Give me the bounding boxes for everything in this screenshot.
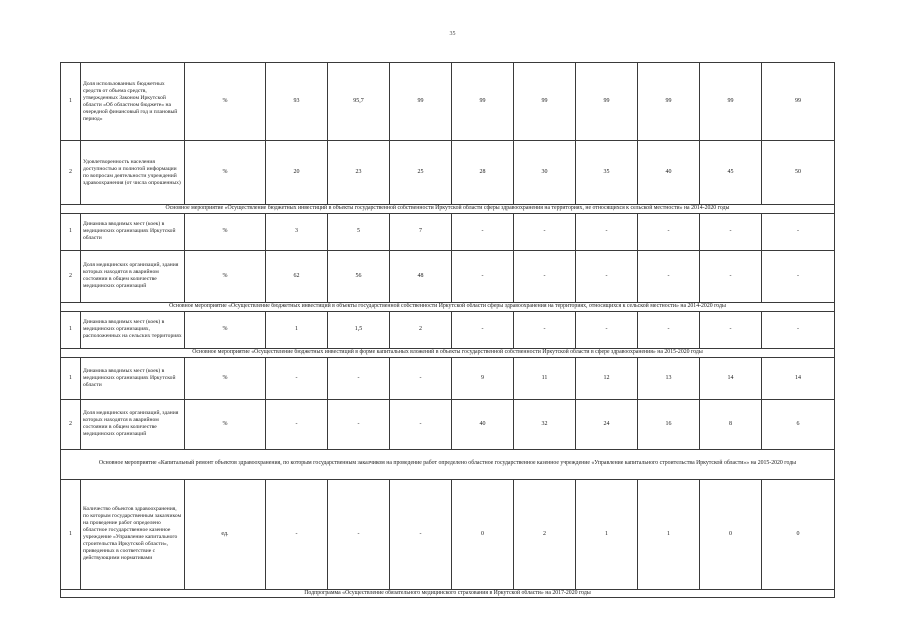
value-cell: -: [576, 311, 638, 348]
section-header-row: [61, 348, 835, 357]
value-cell: 99: [576, 63, 638, 141]
value-cell: 28: [452, 141, 514, 205]
unit-cell: %: [185, 213, 266, 250]
value-cell: 7: [390, 213, 452, 250]
value-cell: -: [762, 311, 835, 348]
value-cell: -: [328, 399, 390, 449]
section-header-row: [61, 205, 835, 214]
indicator-name: Доля использованных бюджетных средств от объема средств, утвержденных Законом Иркутской области «Об областном бюджете» на очередной финансовый год и плановый период»: [81, 63, 185, 141]
section-title: Подпрограмма «Осуществление обязательного медицинского страхования в Иркутской области» на 2017-2020 годы: [61, 589, 835, 598]
indicator-name: Динамика вводимых мест (коек) в медицинских организациях Иркутской области: [81, 357, 185, 399]
row-number: 1: [61, 63, 81, 141]
value-cell: 30: [514, 141, 576, 205]
section-title: Основное мероприятие «Осуществление бюджетных инвестиций в объекты государственной собственности Иркутской области сферы здравоохранения на территориях, не относящихся к сельской местности» на 2014-2020 годы: [61, 205, 835, 214]
value-cell: 99: [514, 63, 576, 141]
value-cell: 1,5: [328, 311, 390, 348]
row-number: 1: [61, 479, 81, 589]
value-cell: -: [762, 213, 835, 250]
value-cell: 24: [576, 399, 638, 449]
value-cell: 13: [638, 357, 700, 399]
value-cell: 0: [700, 479, 762, 589]
value-cell: 48: [390, 250, 452, 302]
value-cell: -: [328, 357, 390, 399]
row-number: 2: [61, 250, 81, 302]
section-header-row: [61, 449, 835, 479]
value-cell: -: [266, 399, 328, 449]
row-number: 1: [61, 213, 81, 250]
value-cell: -: [576, 250, 638, 302]
value-cell: 1: [266, 311, 328, 348]
section-header-row: [61, 589, 835, 598]
row-number: 2: [61, 399, 81, 449]
value-cell: 12: [576, 357, 638, 399]
value-cell: 99: [390, 63, 452, 141]
value-cell: 23: [328, 141, 390, 205]
value-cell: -: [700, 213, 762, 250]
indicator-name: Удовлетворенность населения доступностью и полнотой информации по вопросам деятельности учреждений здравоохранения (от числа опрошенных): [81, 141, 185, 205]
value-cell: 99: [452, 63, 514, 141]
value-cell: 40: [638, 141, 700, 205]
table-row: [61, 63, 835, 141]
table-row: [61, 479, 835, 589]
indicator-name: Доля медицинских организаций, здания которых находятся в аварийном состоянии в общем количестве медицинских организаций: [81, 399, 185, 449]
value-cell: -: [390, 357, 452, 399]
table-row: [61, 250, 835, 302]
value-cell: -: [638, 213, 700, 250]
table-row: [61, 357, 835, 399]
unit-cell: %: [185, 399, 266, 449]
indicator-name: Динамика вводимых мест (коек) в медицинских организациях, расположенных на сельских территориях: [81, 311, 185, 348]
value-cell: 6: [762, 399, 835, 449]
value-cell: -: [638, 250, 700, 302]
row-number: 2: [61, 141, 81, 205]
value-cell: -: [390, 399, 452, 449]
value-cell: 20: [266, 141, 328, 205]
value-cell: 32: [514, 399, 576, 449]
unit-cell: ед.: [185, 479, 266, 589]
value-cell: 2: [514, 479, 576, 589]
value-cell: -: [514, 250, 576, 302]
section-header-row: [61, 302, 835, 311]
value-cell: -: [452, 213, 514, 250]
value-cell: 8: [700, 399, 762, 449]
value-cell: -: [266, 479, 328, 589]
indicator-name: Количество объектов здравоохранения, по которым государственным заказчиком на проведение работ определено областное государственное казенное учреждение «Управление капитального строительства Иркутской области», приведенных в соответствие с действующими нормативами: [81, 479, 185, 589]
value-cell: 25: [390, 141, 452, 205]
value-cell: 14: [700, 357, 762, 399]
unit-cell: %: [185, 63, 266, 141]
value-cell: -: [576, 213, 638, 250]
value-cell: 14: [762, 357, 835, 399]
unit-cell: %: [185, 357, 266, 399]
indicator-name: Доля медицинских организаций, здания которых находятся в аварийном состоянии в общем количестве медицинских организаций: [81, 250, 185, 302]
value-cell: 45: [700, 141, 762, 205]
value-cell: -: [514, 213, 576, 250]
table-row: [61, 311, 835, 348]
value-cell: -: [762, 250, 835, 302]
value-cell: -: [452, 250, 514, 302]
table-row: [61, 213, 835, 250]
value-cell: 62: [266, 250, 328, 302]
value-cell: 0: [452, 479, 514, 589]
value-cell: -: [700, 311, 762, 348]
value-cell: 5: [328, 213, 390, 250]
value-cell: 99: [700, 63, 762, 141]
value-cell: 2: [390, 311, 452, 348]
value-cell: -: [514, 311, 576, 348]
value-cell: 56: [328, 250, 390, 302]
value-cell: 50: [762, 141, 835, 205]
value-cell: 99: [638, 63, 700, 141]
value-cell: -: [452, 311, 514, 348]
section-title: Основное мероприятие «Осуществление бюджетных инвестиций в объекты государственной собственности Иркутской области сферы здравоохранения на территориях, относящихся к сельской местности» на 2014-2020 годы: [61, 302, 835, 311]
value-cell: 1: [638, 479, 700, 589]
value-cell: 95,7: [328, 63, 390, 141]
indicators-table: [60, 62, 835, 598]
row-number: 1: [61, 311, 81, 348]
value-cell: -: [328, 479, 390, 589]
value-cell: 1: [576, 479, 638, 589]
value-cell: -: [700, 250, 762, 302]
section-title: Основное мероприятие «Капитальный ремонт объектов здравоохранения, по которым государственным заказчиком на проведение работ определено областное государственное казенное учреждение «Управление капитального строительства Иркутской области»» на 2015-2020 годы: [61, 449, 835, 479]
table-row: [61, 141, 835, 205]
section-title: Основное мероприятие «Осуществление бюджетных инвестиций в форме капитальных вложений в объекты государственной собственности Иркутской области в сфере здравоохранения» на 2015-2020 годы: [61, 348, 835, 357]
value-cell: 0: [762, 479, 835, 589]
value-cell: 40: [452, 399, 514, 449]
value-cell: -: [390, 479, 452, 589]
page-number: 35: [449, 31, 456, 37]
value-cell: 3: [266, 213, 328, 250]
value-cell: 99: [762, 63, 835, 141]
value-cell: 16: [638, 399, 700, 449]
table-row: [61, 399, 835, 449]
value-cell: 93: [266, 63, 328, 141]
value-cell: -: [266, 357, 328, 399]
value-cell: 35: [576, 141, 638, 205]
unit-cell: %: [185, 141, 266, 205]
row-number: 1: [61, 357, 81, 399]
unit-cell: %: [185, 311, 266, 348]
value-cell: 9: [452, 357, 514, 399]
unit-cell: %: [185, 250, 266, 302]
indicator-name: Динамика вводимых мест (коек) в медицинских организациях Иркутской области: [81, 213, 185, 250]
value-cell: 11: [514, 357, 576, 399]
value-cell: -: [638, 311, 700, 348]
